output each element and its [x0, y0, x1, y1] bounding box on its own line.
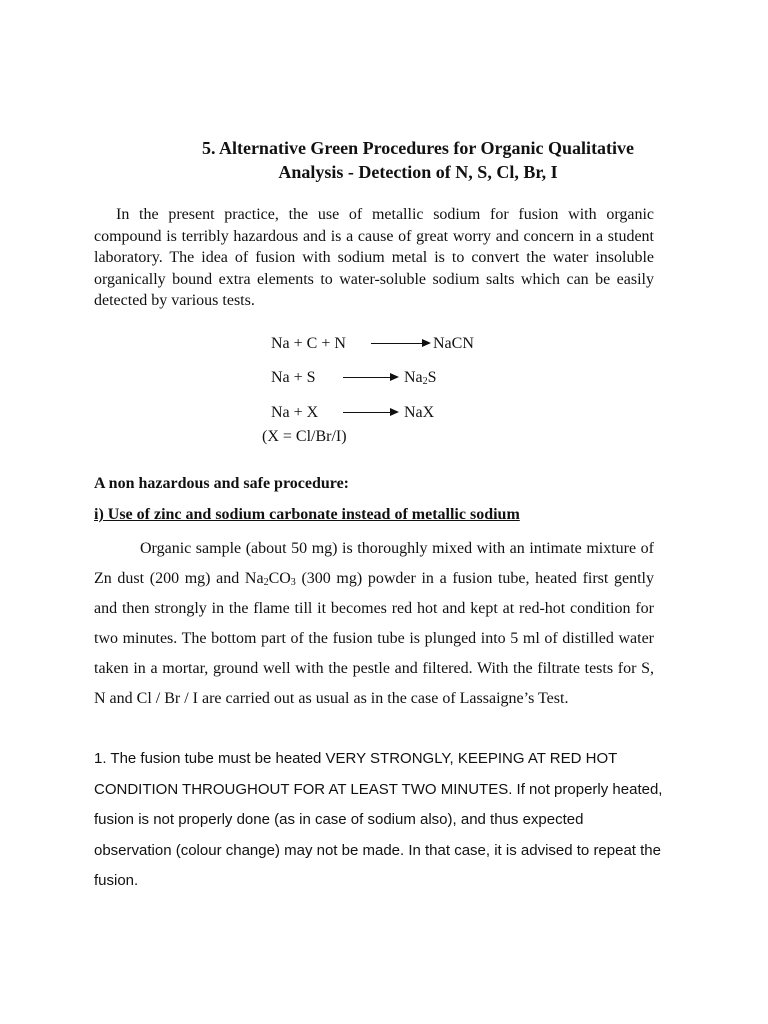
procedure-paragraph: Organic sample (about 50 mg) is thoroughly mixed with an intimate mixture of Zn dust (200 mg) and $Na_2CO_3$ (300 mg) powder in a fusion tube, heated first gently and then strongly in the flame till it becomes red hot and kept at red-hot condition for two minutes. The bottom part of the fusion tube is plunged into 5 ml of distilled water taken in a mortar, ground well with the pestle and filtered. With the filtrate tests for S, N and Cl / Br / I are carried out as usual as in the case of Lassaigne’s Test. [94, 540, 654, 707]
reaction-arrow-icon [343, 412, 397, 413]
intro-paragraph: In the present practice, the use of metallic sodium for fusion with organic compound is terribly hazardous and is a cause of great worry and concern in a student laboratory. The idea of fusion with sodium metal is to convert the water insoluble organically bound extra elements to water-soluble sodium salts which can be easily detected by various tests. [94, 206, 654, 309]
equation-rhs: $Na_2S$ [404, 369, 437, 387]
page-title [100, 136, 736, 184]
reaction-arrow-icon [371, 343, 429, 344]
sub-heading: i) Use of zinc and sodium carbonate instead of metallic sodium [94, 506, 520, 523]
equation-rhs: NaCN [433, 335, 474, 352]
reaction-arrow-icon [343, 377, 397, 378]
section-heading: A non hazardous and safe procedure: [94, 475, 349, 492]
equation-lhs: Na + X [271, 404, 319, 421]
title-line-2: Analysis - Detection of N, S, Cl, Br, I [278, 162, 558, 182]
title-line-1: 5. Alternative Green Procedures for Organic Qualitative [201, 138, 635, 158]
note-point-1: 1. The fusion tube must be heated VERY STRONGLY, KEEPING AT RED HOT CONDITION THROUGHOUT FOR AT LEAST TWO MINUTES. If not properly heated, fusion is not properly done (as in case of sodium also), and thus expected observation (colour change) may not be made. In that case, it is advised to repeat the fusion. [94, 750, 663, 889]
equation-lhs: Na + C + N [271, 335, 346, 352]
equation-rhs: NaX [404, 404, 435, 421]
equation-lhs: Na + S [271, 369, 316, 386]
equation-note: (X = Cl/Br/I) [262, 428, 347, 445]
